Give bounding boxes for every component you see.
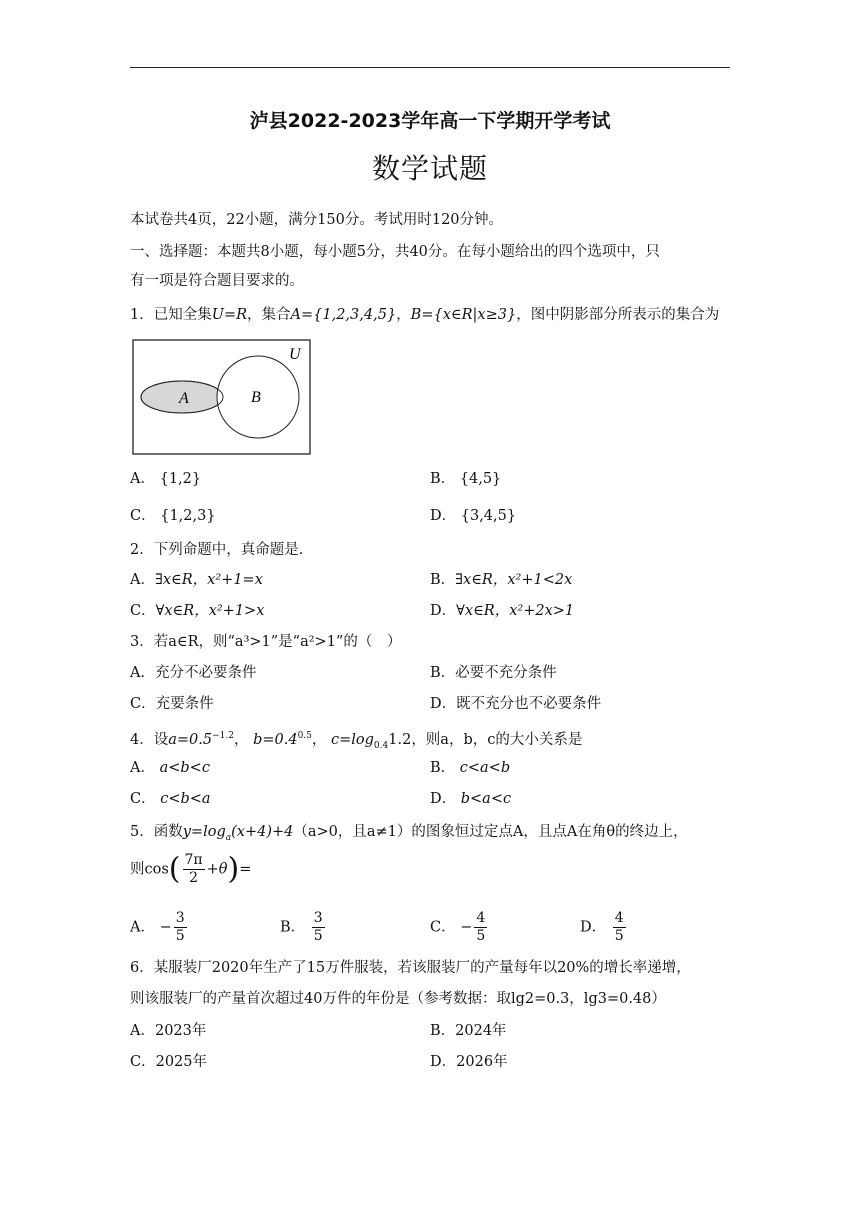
q6-option-d: D．2026年 — [430, 1054, 508, 1070]
q2-option-c: C．∀x∈R，x²+1>x — [130, 603, 265, 619]
q6-option-b: B．2024年 — [430, 1023, 507, 1039]
label-a: A — [179, 390, 189, 407]
exam-info: 本试卷共4页，22小题，满分150分。考试用时120分钟。 — [130, 212, 504, 228]
section-instructions-cont: 有一项是符合题目要求的。 — [130, 273, 304, 289]
question-4-stem: 4．设$a=0.5^{-1.2}$， $b=0.4^{0.5}$， $c=\log_{0.4}1.2$，则a，b，c的大小关系是 — [130, 731, 583, 751]
question-5-stem: 5．函数$y=\log_a(x+4)+4(a>0$，且a≠1）的图象恒过定点A，且点A在角θ的终边上， — [130, 824, 688, 843]
q1-option-a: A． {1,2} — [130, 471, 202, 487]
q5-option-a: A． − $\frac{3}{5}$ — [130, 910, 185, 944]
q5-option-c: C． − $\frac{4}{5}$ — [430, 910, 486, 944]
q2-option-a: A．∃x∈R，x²+1=x — [130, 572, 263, 588]
question-6-stem-cont: 则该服装厂的产量首次超过40万件的年份是（参考数据：取lg2=0.3，lg3=0.48） — [130, 991, 666, 1007]
q4-option-c: C． c<b<a — [130, 791, 211, 807]
label-u: U — [289, 346, 301, 363]
q4-option-d: D． b<a<c — [430, 791, 512, 807]
venn-diagram — [132, 338, 312, 456]
q1-option-c: C． {1,2,3} — [130, 508, 216, 524]
q4-option-b: B． c<a<b — [430, 760, 511, 776]
exam-title: 泸县2022-2023学年高一下学期开学考试 — [249, 110, 611, 132]
question-6-stem: 6．某服装厂2020年生产了15万件服装，若该服装厂的产量每年以20%的增长率递增， — [130, 960, 691, 976]
question-3-stem: 3．若a∈R，则“a³>1”是“a²>1”的（ ） — [130, 634, 402, 650]
question-5-expression: 则cos( $\frac{7\pi}{2}$ +θ)= — [130, 851, 252, 887]
q3-option-b: B．必要不充分条件 — [430, 665, 557, 681]
q1-option-b: B． {4,5} — [430, 471, 502, 487]
label-b: B — [251, 389, 261, 406]
question-2-stem: 2．下列命题中，真命题是. — [130, 542, 304, 558]
q6-option-c: C．2025年 — [130, 1054, 208, 1070]
q6-option-a: A．2023年 — [130, 1023, 207, 1039]
q4-option-a: A． a<b<c — [130, 760, 210, 776]
q2-option-b: B．∃x∈R，x²+1<2x — [430, 572, 573, 588]
header-rule — [130, 67, 730, 68]
section-instructions: 一、选择题：本题共8小题，每小题5分，共40分。在每小题给出的四个选项中，只 — [130, 244, 660, 260]
q2-option-d: D．∀x∈R，x²+2x>1 — [430, 603, 575, 619]
q3-option-a: A．充分不必要条件 — [130, 665, 257, 681]
q3-option-c: C．充要条件 — [130, 696, 214, 712]
q5-option-d: D． $\frac{4}{5}$ — [580, 910, 624, 944]
q3-option-d: D．既不充分也不必要条件 — [430, 696, 602, 712]
exam-subtitle: 数学试题 — [371, 152, 488, 185]
q1-option-d: D． {3,4,5} — [430, 508, 517, 524]
q5-option-b: B． $\frac{3}{5}$ — [280, 910, 323, 944]
question-1-stem: 1．已知全集U=R，集合A={1,2,3,4,5}，B={x∈R|x≥3}，图中阴影部分所表示的集合为 — [130, 307, 720, 323]
